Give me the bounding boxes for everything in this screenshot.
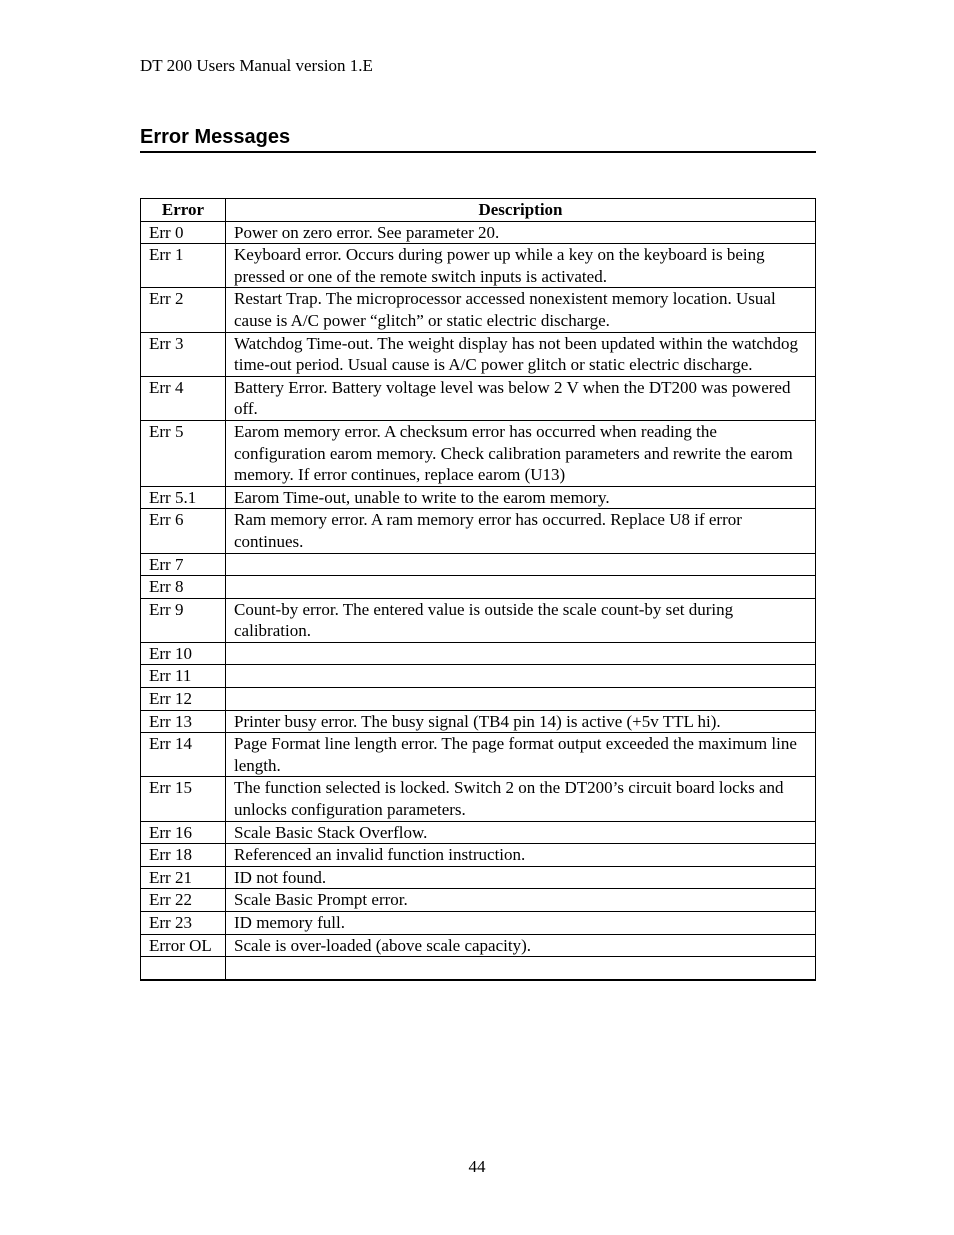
table-row xyxy=(141,288,816,332)
error-code: Err 9 xyxy=(141,598,226,642)
error-description xyxy=(226,665,816,688)
error-description: The function selected is locked. Switch 2 on the DT200’s circuit board locks and unlocks configuration parameters. xyxy=(226,777,816,821)
error-code: Err 3 xyxy=(141,332,226,376)
error-description: Watchdog Time-out. The weight display has not been updated within the watchdog time-out period. Usual cause is A/C power glitch or static electric discharge. xyxy=(226,332,816,376)
error-code: Err 5 xyxy=(141,420,226,486)
table-row xyxy=(141,598,816,642)
page-number: 44 xyxy=(468,1157,486,1176)
error-code: Err 7 xyxy=(141,553,226,576)
error-description: Scale is over-loaded (above scale capacity). xyxy=(226,934,816,957)
error-code: Err 6 xyxy=(141,509,226,553)
error-code: Err 18 xyxy=(141,844,226,867)
error-code: Err 5.1 xyxy=(141,486,226,509)
error-code: Err 22 xyxy=(141,889,226,912)
error-description: Earom Time-out, unable to write to the earom memory. xyxy=(226,486,816,509)
error-code: Err 0 xyxy=(141,221,226,244)
table-row xyxy=(141,376,816,420)
table-row xyxy=(141,688,816,711)
error-code: Err 10 xyxy=(141,642,226,665)
error-description: Referenced an invalid function instruction. xyxy=(226,844,816,867)
table-row xyxy=(141,934,816,957)
error-code: Err 23 xyxy=(141,912,226,935)
error-code: Err 21 xyxy=(141,866,226,889)
error-messages-table xyxy=(140,198,816,981)
error-description: Scale Basic Stack Overflow. xyxy=(226,821,816,844)
table-body xyxy=(141,221,816,980)
table-row xyxy=(141,844,816,867)
error-description: ID not found. xyxy=(226,866,816,889)
table-row xyxy=(141,710,816,733)
error-code: Err 14 xyxy=(141,733,226,777)
empty-cell xyxy=(226,957,816,981)
table-header-row xyxy=(141,199,816,222)
error-code: Err 15 xyxy=(141,777,226,821)
error-description: Page Format line length error. The page format output exceeded the maximum line length. xyxy=(226,733,816,777)
error-description xyxy=(226,688,816,711)
error-code: Err 2 xyxy=(141,288,226,332)
column-header-description: Description xyxy=(226,199,816,222)
error-description xyxy=(226,642,816,665)
table-row xyxy=(141,332,816,376)
error-description: Battery Error. Battery voltage level was below 2 V when the DT200 was powered off. xyxy=(226,376,816,420)
error-description: ID memory full. xyxy=(226,912,816,935)
table-row xyxy=(141,420,816,486)
table-row xyxy=(141,486,816,509)
running-header: DT 200 Users Manual version 1.E xyxy=(140,56,373,75)
section-title: Error Messages xyxy=(140,124,816,153)
error-code: Err 11 xyxy=(141,665,226,688)
table-row xyxy=(141,866,816,889)
table-row xyxy=(141,553,816,576)
table-row xyxy=(141,509,816,553)
error-description: Restart Trap. The microprocessor accessed nonexistent memory location. Usual cause is A/C power “glitch” or static electric discharge. xyxy=(226,288,816,332)
error-code: Err 12 xyxy=(141,688,226,711)
table-row xyxy=(141,221,816,244)
error-description: Keyboard error. Occurs during power up while a key on the keyboard is being pressed or one of the remote switch inputs is activated. xyxy=(226,244,816,288)
error-description: Count-by error. The entered value is outside the scale count-by set during calibration. xyxy=(226,598,816,642)
error-code: Err 1 xyxy=(141,244,226,288)
error-code: Err 8 xyxy=(141,576,226,599)
table-row xyxy=(141,889,816,912)
error-code: Err 4 xyxy=(141,376,226,420)
table-row xyxy=(141,912,816,935)
error-description: Power on zero error. See parameter 20. xyxy=(226,221,816,244)
error-description: Ram memory error. A ram memory error has occurred. Replace U8 if error continues. xyxy=(226,509,816,553)
error-code: Error OL xyxy=(141,934,226,957)
empty-table-row xyxy=(141,957,816,981)
empty-cell xyxy=(141,957,226,981)
table-row xyxy=(141,777,816,821)
error-description: Printer busy error. The busy signal (TB4 pin 14) is active (+5v TTL hi). xyxy=(226,710,816,733)
error-description xyxy=(226,553,816,576)
error-description xyxy=(226,576,816,599)
error-code: Err 16 xyxy=(141,821,226,844)
table-row xyxy=(141,665,816,688)
error-code: Err 13 xyxy=(141,710,226,733)
table-row xyxy=(141,821,816,844)
error-description: Earom memory error. A checksum error has occurred when reading the configuration earom memory. Check calibration parameters and rewrite the earom memory. If error continues, replace earom (U13) xyxy=(226,420,816,486)
table-row xyxy=(141,576,816,599)
table-row xyxy=(141,244,816,288)
error-description: Scale Basic Prompt error. xyxy=(226,889,816,912)
table-row xyxy=(141,642,816,665)
table-row xyxy=(141,733,816,777)
column-header-error: Error xyxy=(141,199,226,222)
